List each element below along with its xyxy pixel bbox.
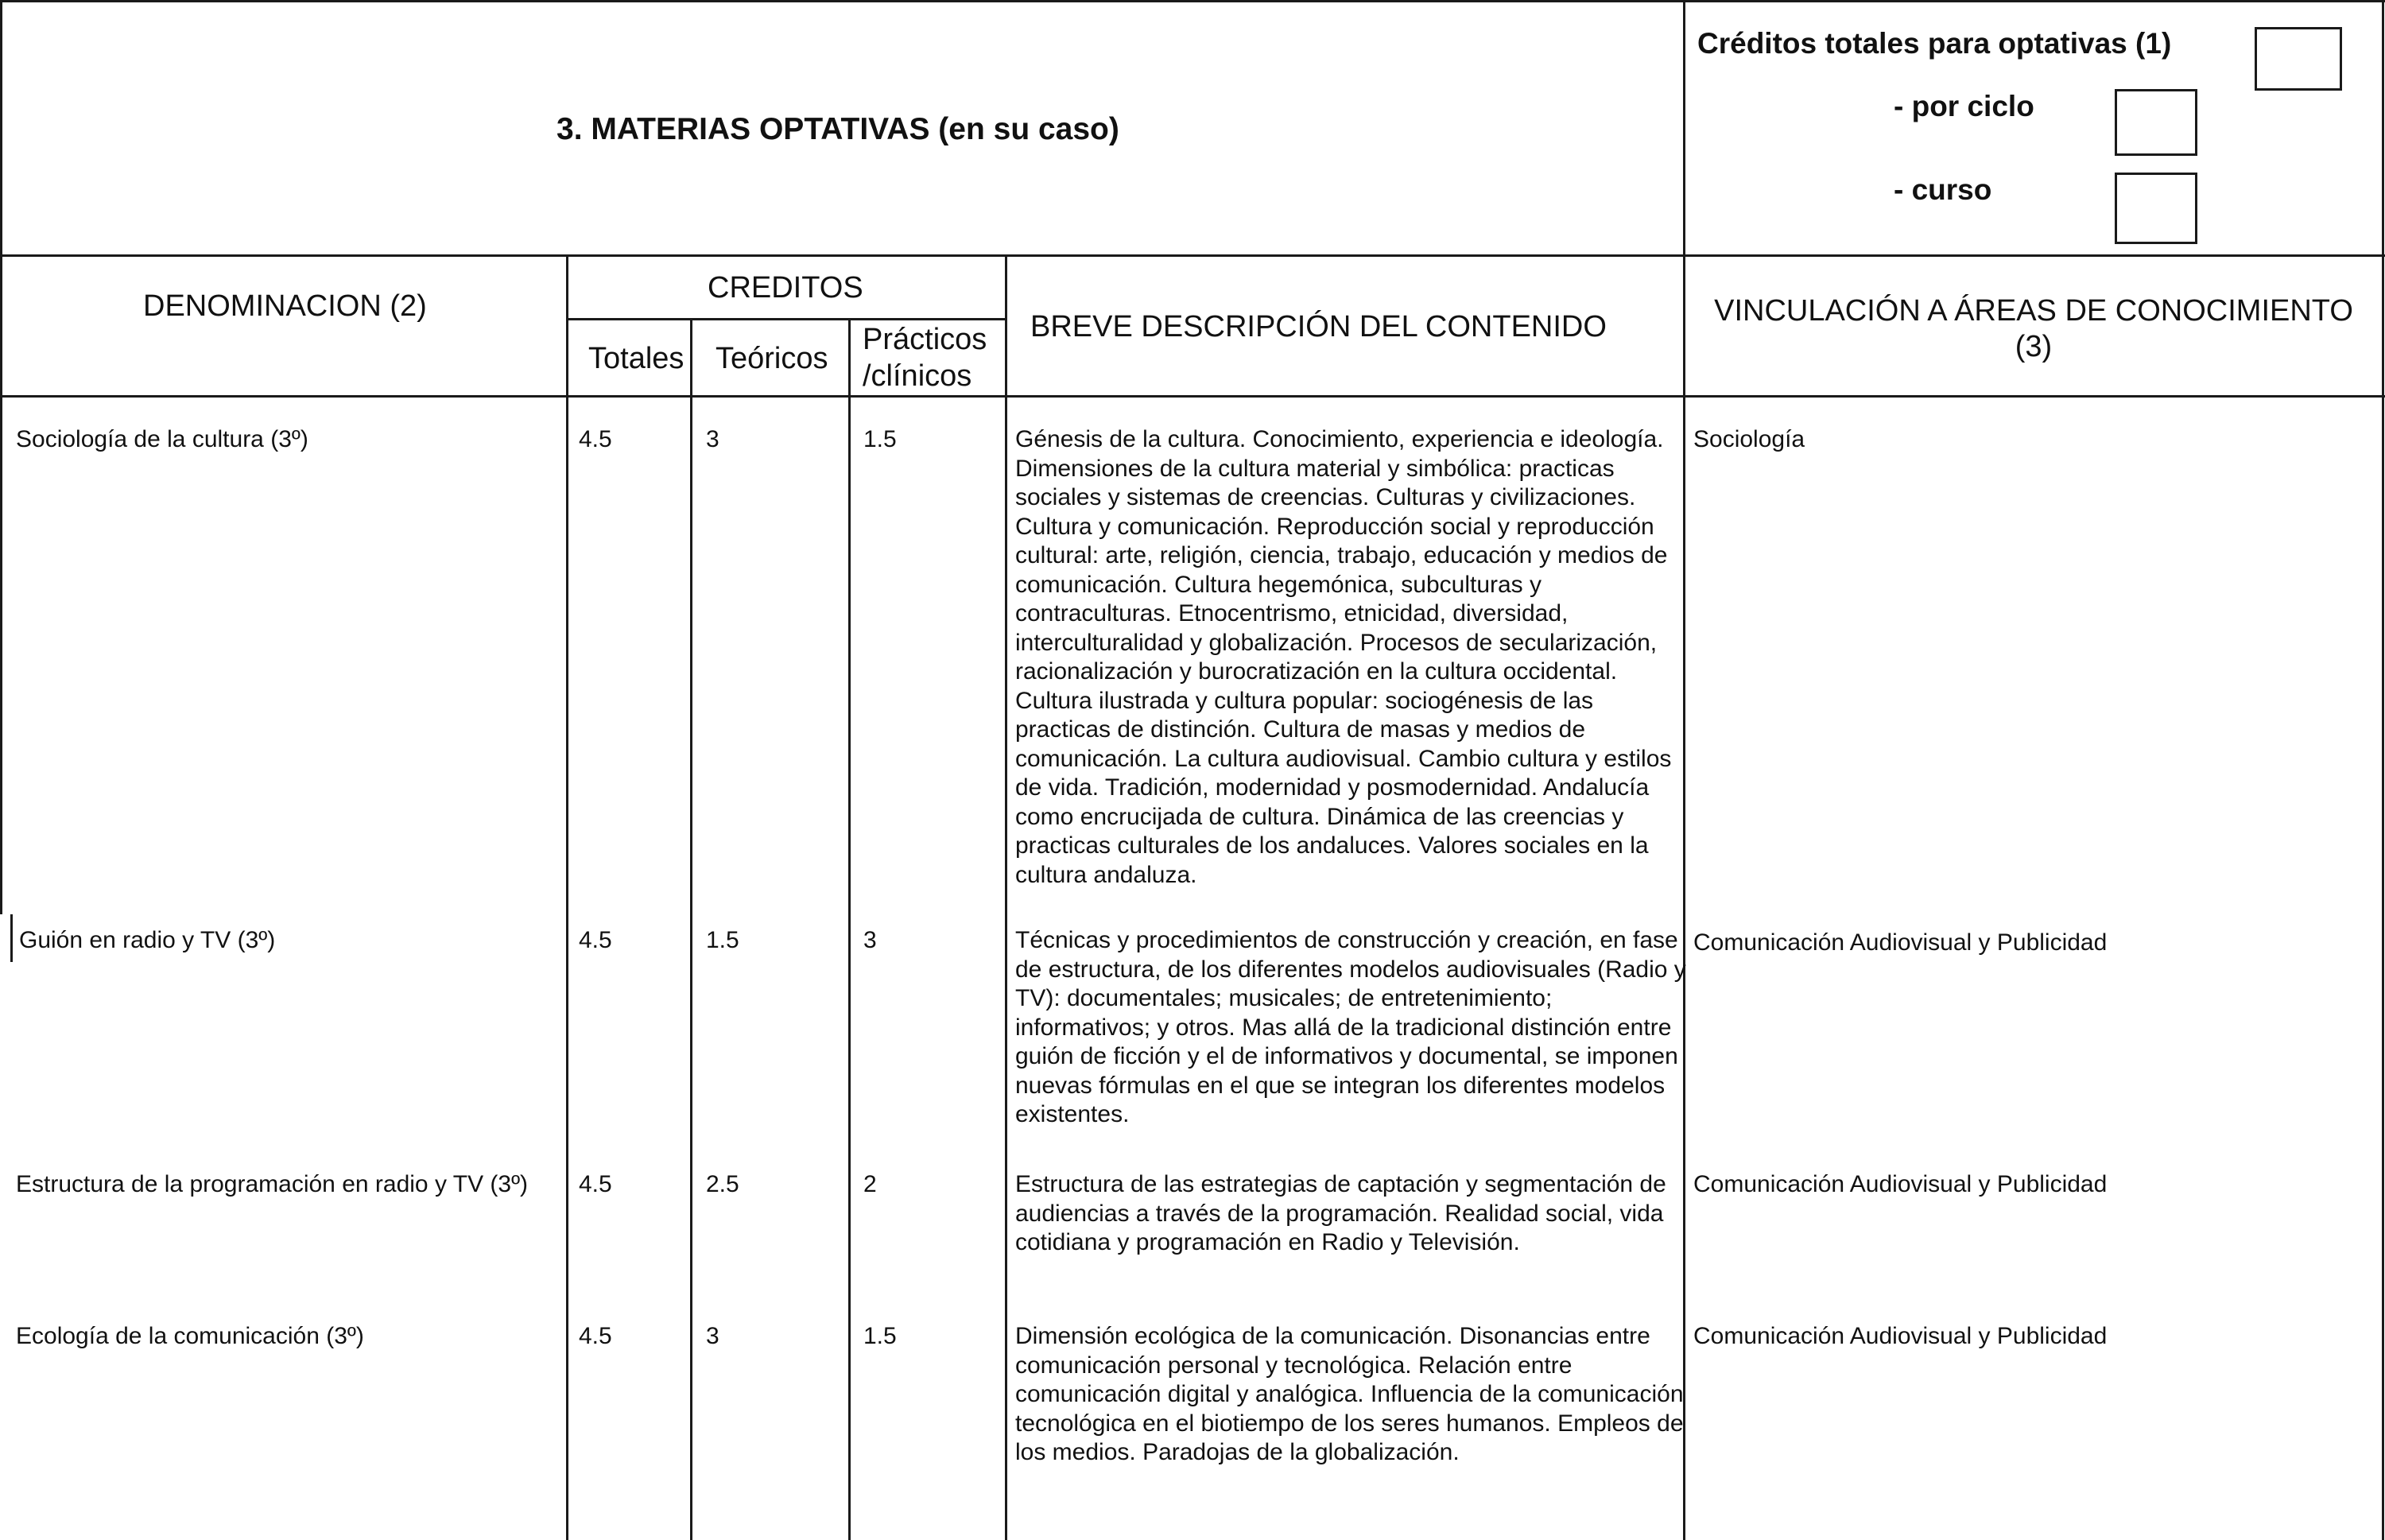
row-2-name: Guión en radio y TV (3º) — [19, 927, 276, 953]
row-4-name: Ecología de la comunicación (3º) — [16, 1323, 364, 1349]
area-header-line-2: (3) — [2015, 330, 2053, 363]
col-sep-practical — [1005, 254, 1007, 1540]
row-3-description: Estructura de las estrategias de captación y segmentación de audiencias a través de la programación. Realidad social, vida cotidiana y programación en Radio y Televisión. — [1015, 1171, 1666, 1255]
row-4-description: Dimensión ecológica de la comunicación. Disonancias entre comunicación personal y tecnológica. Relación entre comunicación digital y analógica. Influencia de la comunicación tecnológica en el biotiempo de los seres humanos. Empleos de los medios. Paradojas de la globalización. — [1015, 1323, 1684, 1465]
row-3-theoretical: 2.5 — [706, 1171, 739, 1197]
total-credits-label: Créditos totales para optativas (1) — [1697, 27, 2172, 60]
per-course-box[interactable] — [2115, 173, 2197, 244]
row-1-area: Sociología — [1693, 426, 1805, 452]
row-4-theoretical: 3 — [706, 1323, 719, 1349]
row-1-description: Génesis de la cultura. Conocimiento, experiencia e ideología. Dimensiones de la cultura material y simbólica: practicas sociales y sistemas de creencias. Culturas y civilizaciones. Cultura y comunicación. Reproducción social y reproducción cultural: arte, religión, ciencia, trabajo, educación y medios de comunicación. Cultura hegemónica, subculturas y contraculturas. Etnocentrismo, etnicidad, diversidad, interculturalidad y globalización. Procesos de secularización, racionalización y burocratización en la cultura occidental. Cultura ilustrada y cultura popular: sociogénesis de las practicas de distinción. Cultura de masas y medios de comunicación. La cultura audiovisual. Cambio cultura y estilos de vida. Tradición, modernidad y posmodernidad. Andalucía como encrucijada de cultura. Dinámica de las creencias y practicas culturales de los andaluces. Valores sociales en la cultura andaluza. — [1015, 426, 1672, 888]
row-1-practical: 1.5 — [863, 426, 897, 452]
row-2-description: Técnicas y procedimientos de construcción y creación, en fase de estructura, de los diferentes modelos audiovisuales (Radio y TV): documentales; musicales; de entretenimiento; informativos; y otros. Mas allá de la tradicional distinción entre guión de ficción y el de informativos y documental, se imponen nuevas fórmulas en el que se integran los diferentes modelos existentes. — [1015, 927, 1686, 1127]
practical-header-line-2: /clínicos — [863, 359, 972, 393]
right-border — [2382, 0, 2384, 1540]
practical-header-line-1: Prácticos — [863, 323, 987, 356]
col-sep-totals — [690, 318, 692, 1540]
row-4-area: Comunicación Audiovisual y Publicidad — [1693, 1323, 2108, 1349]
credits-subheader-line — [566, 318, 1006, 320]
header-bottom-border — [0, 395, 2385, 398]
row-1-theoretical: 3 — [706, 426, 719, 452]
totals-header: Totales — [588, 342, 684, 375]
row-3-practical: 2 — [863, 1171, 877, 1197]
row-2-area: Comunicación Audiovisual y Publicidad — [1693, 929, 2108, 956]
denomination-header: DENOMINACION (2) — [143, 289, 427, 323]
row-3-name: Estructura de la programación en radio y TV (3º) — [16, 1171, 529, 1197]
per-cycle-label: - por ciclo — [1894, 90, 2034, 122]
theoretical-header: Teóricos — [716, 342, 828, 375]
row-2-totals: 4.5 — [579, 927, 612, 953]
col-sep-theoretical — [848, 318, 851, 1540]
col-sep-denomination — [566, 254, 568, 1540]
left-border-lower — [10, 914, 13, 962]
row-2-theoretical: 1.5 — [706, 927, 739, 953]
left-border-upper — [0, 0, 2, 914]
per-cycle-box[interactable] — [2115, 89, 2197, 156]
row-1-name: Sociología de la cultura (3º) — [16, 426, 308, 452]
row-2-practical: 3 — [863, 927, 877, 953]
total-credits-box[interactable] — [2255, 27, 2342, 91]
row-3-totals: 4.5 — [579, 1171, 612, 1197]
area-header-line-1: VINCULACIÓN A ÁREAS DE CONOCIMIENTO — [1714, 294, 2353, 328]
top-border — [0, 0, 2385, 2]
section-divider — [0, 254, 2385, 257]
credits-header: CREDITOS — [708, 271, 863, 305]
row-4-totals: 4.5 — [579, 1323, 612, 1349]
row-3-area: Comunicación Audiovisual y Publicidad — [1693, 1171, 2108, 1197]
description-header: BREVE DESCRIPCIÓN DEL CONTENIDO — [1030, 310, 1607, 343]
per-course-label: - curso — [1894, 173, 1992, 206]
row-1-totals: 4.5 — [579, 426, 612, 452]
section-title: 3. MATERIAS OPTATIVAS (en su caso) — [556, 112, 1119, 146]
row-4-practical: 1.5 — [863, 1323, 897, 1349]
